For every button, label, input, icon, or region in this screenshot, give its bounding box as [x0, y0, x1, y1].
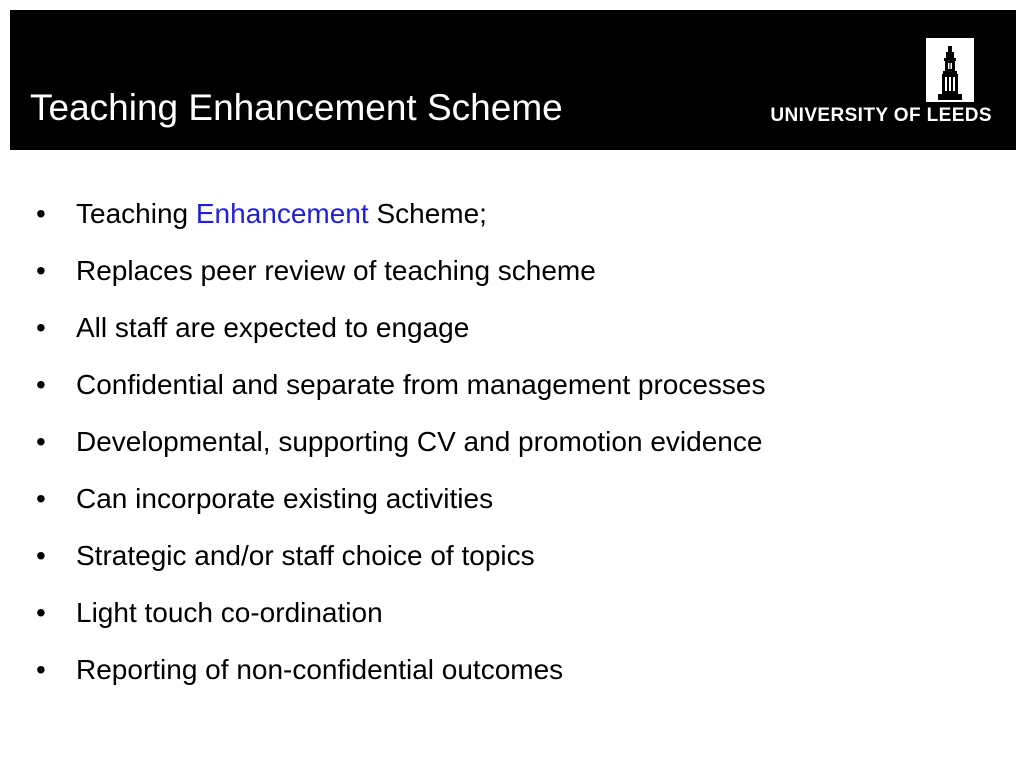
highlighted-word: Enhancement — [195, 198, 369, 229]
bullet-icon: • — [36, 255, 46, 286]
bullet-item — [36, 190, 996, 247]
bullet-icon: • — [36, 426, 46, 457]
logo-wordmark: UNIVERSITY OF LEEDS — [770, 105, 992, 126]
bullet-text: Light touch co-ordination — [76, 597, 383, 628]
bullet-icon: • — [36, 198, 46, 229]
bullet-item — [36, 589, 996, 646]
bullet-item — [36, 418, 996, 475]
bullet-text-end: Scheme; — [368, 198, 487, 229]
bullet-text: Confidential and separate from management processes — [76, 369, 766, 400]
bullet-text: Developmental, supporting CV and promotion evidence — [76, 426, 763, 457]
bullet-text: All staff are expected to engage — [76, 312, 470, 343]
bullet-text: Replaces peer review of teaching scheme — [76, 255, 596, 286]
bullet-text: Reporting of non-confidential outcomes — [76, 654, 564, 685]
slide-title: Teaching Enhancement Scheme — [30, 87, 563, 128]
bullet-item — [36, 247, 996, 304]
bullet-item — [36, 304, 996, 361]
bullet-list — [36, 190, 996, 703]
bullet-item — [36, 475, 996, 532]
bullet-item — [36, 532, 996, 589]
bullet-text: Can incorporate existing activities — [76, 483, 494, 514]
bullet-text-start: Teaching — [76, 198, 196, 229]
bullet-icon: • — [36, 312, 46, 343]
parkinson-tower-crest-icon — [926, 38, 974, 102]
bullet-icon: • — [36, 369, 46, 400]
bullet-icon: • — [36, 483, 46, 514]
bullet-icon: • — [36, 540, 46, 571]
bullet-item — [36, 361, 996, 418]
bullet-icon: • — [36, 597, 46, 628]
bullet-item — [36, 646, 996, 703]
bullet-text — [76, 190, 487, 238]
bullet-icon: • — [36, 654, 46, 685]
bullet-text: Strategic and/or staff choice of topics — [76, 540, 535, 571]
